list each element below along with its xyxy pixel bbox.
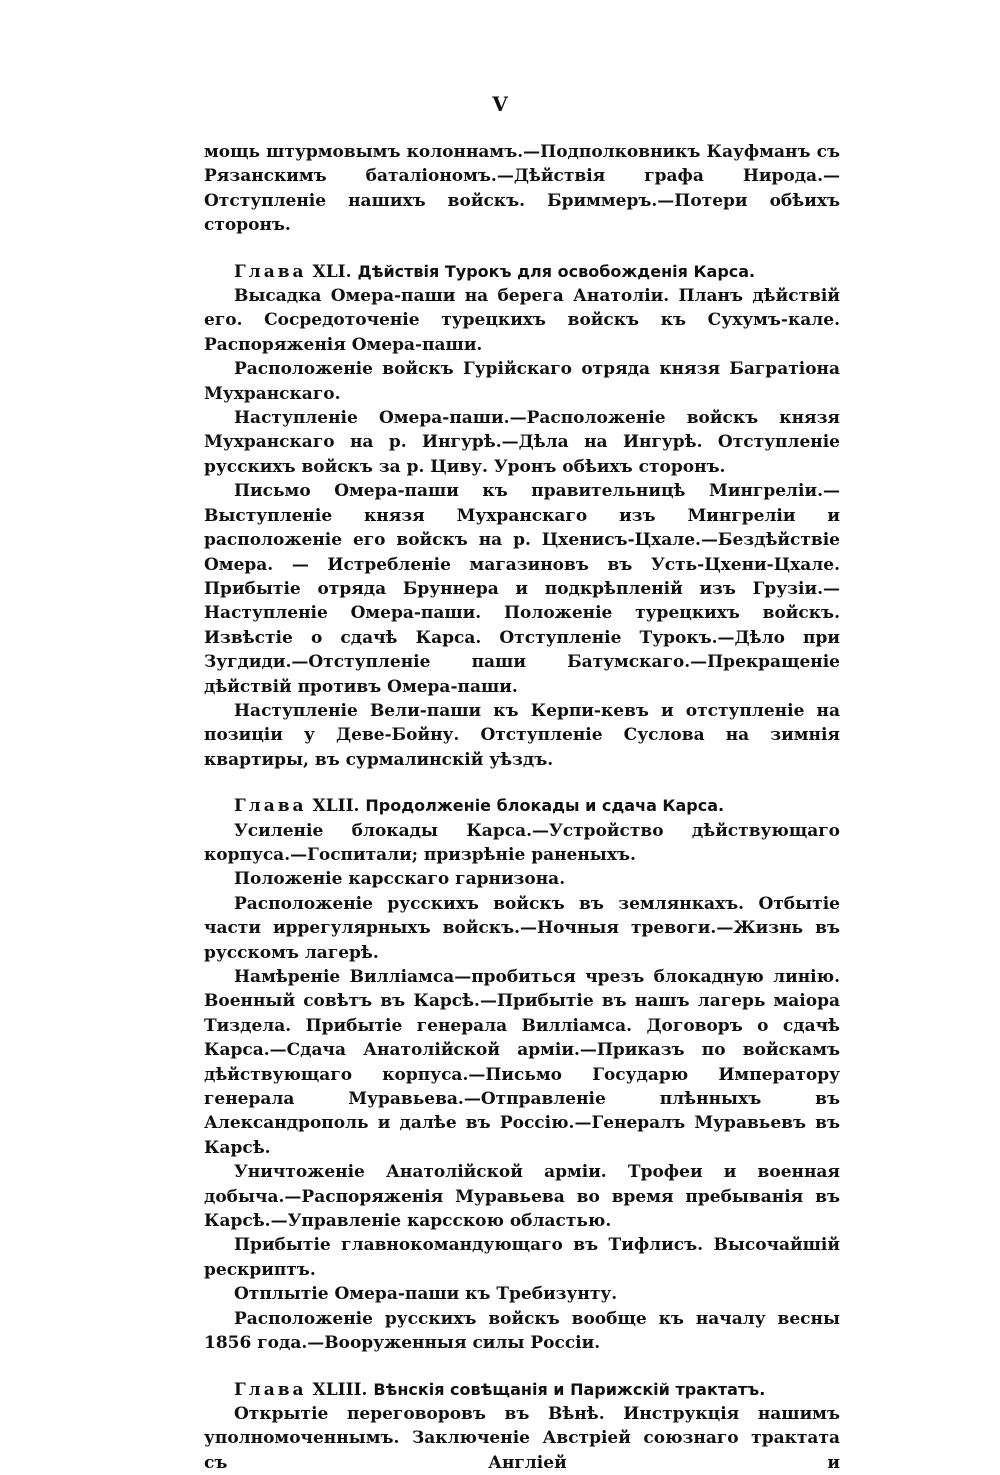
chapter-title: Вѣнскія совѣщанія и Парижскій трактатъ. — [373, 1379, 766, 1399]
paragraph: Наступленіе Омера-паши.—Расположеніе войскъ князя Мухранскаго на р. Ингурѣ.—Дѣла на Ингурѣ. Отступленіе русскихъ войскъ за р. Циву. Уронъ обѣихъ сторонъ. — [204, 408, 840, 477]
paragraph: Наступленіе Вели-паши къ Керпи-кевъ и отступленіе на позиціи у Деве-Бойну. Отступленіе Суслова на зимнія квартиры, въ сурмалинскій уѣздъ. — [204, 700, 840, 770]
paragraph: Открытіе переговоровъ въ Вѣнѣ. Инструкція нашимъ уполномоченнымъ. Заключеніе Австріей союзнаго трактата съ Англіей и — [204, 1403, 840, 1473]
paragraph: Письмо Омера-паши къ правительницѣ Мингреліи.—Выступленіе князя Мухранскаго изъ Мингреліи и расположеніе его войскъ на р. Цхенисъ-Цхале.—Бездѣйствіе Омера. — Истребленіе магазиновъ въ Усть-Цхени-Цхале. Прибытіе отряда Бруннера и подкрѣпленій изъ Грузіи.—Наступленіе Омера-паши. Положеніе турецкихъ войскъ. Извѣстіе о сдачѣ Карса. Отступленіе Турокъ.—Дѣло при Зугдиди.—Отступленіе паши Батумскаго.—Прекращеніе дѣйствій противъ Омера-паши. — [204, 481, 840, 697]
paragraph: Расположеніе войскъ Гурійскаго отряда князя Багратіона Мухранскаго. — [204, 359, 840, 404]
chapter-heading-xlii — [204, 794, 840, 818]
page-text — [204, 140, 840, 1475]
chapter-heading-xliii — [204, 1378, 840, 1402]
paragraph: Намѣреніе Вилліамса—пробиться чрезъ блокадную линію. Военный совѣтъ въ Карсѣ.—Прибытіе въ нашъ лагерь маіора Тиздела. Прибытіе генерала Вилліамса. Договоръ о сдачѣ Карса.—Сдача Анатолійской арміи.—Приказъ по войскамъ дѣйствующаго корпуса.—Письмо Государю Императору генерала Муравьева.—Отправленіе плѣнныхъ въ Александрополь и далѣе въ Россію.—Генералъ Муравьевъ въ Карсѣ. — [204, 967, 840, 1158]
chapter-number: XLIII. — [312, 1379, 368, 1400]
chapter-label: Глава — [234, 261, 307, 282]
chapter-heading-xli — [204, 260, 840, 284]
paragraph: Расположеніе русскихъ войскъ въ землянкахъ. Отбытіе части иррегулярныхъ войскъ.—Ночныя тревоги.—Жизнь въ русскомъ лагерѣ. — [204, 893, 840, 963]
paragraph: Отплытіе Омера-паши къ Требизунту. — [234, 1284, 618, 1305]
chapter-number: XLI. — [312, 261, 352, 282]
chapter-label: Глава — [234, 1379, 307, 1400]
chapter-number: XLII. — [312, 796, 360, 817]
paragraph: Высадка Омера-паши на берега Анатоліи. Планъ дѣйствій его. Сосредоточеніе турецкихъ войскъ къ Сухумъ-кале. Распоряженія Омера-паши. — [204, 286, 840, 355]
paragraph: Усиленіе блокады Карса.—Устройство дѣйствующаго корпуса.—Госпитали; призрѣніе раненыхъ. — [204, 820, 840, 865]
chapter-title: Продолженіе блокады и сдача Карса. — [365, 796, 725, 816]
intro-paragraph: мощь штурмовымъ колоннамъ.—Подполковникъ Кауфманъ съ Рязанскимъ баталіономъ.—Дѣйствія графа Нирода.—Отступленіе нашихъ войскъ. Бриммеръ.—Потери обѣихъ сторонъ. — [204, 142, 840, 236]
paragraph: Уничтоженіе Анатолійской арміи. Трофеи и военная добыча.—Распоряженія Муравьева во время пребыванія въ Карсѣ.—Управленіе карсскою областью. — [204, 1162, 840, 1232]
paragraph: Расположеніе русскихъ войскъ вообще къ началу весны 1856 года.—Вооруженныя силы Россіи. — [204, 1308, 840, 1354]
chapter-label: Глава — [234, 796, 307, 817]
paragraph: Прибытіе главнокомандующаго въ Тифлисъ. Высочайшій рескриптъ. — [204, 1235, 840, 1280]
chapter-title: Дѣйствія Турокъ для освобожденія Карса. — [357, 261, 756, 281]
paragraph: Положеніе карсскаго гарнизона. — [234, 869, 566, 890]
page-number: V — [492, 92, 508, 116]
